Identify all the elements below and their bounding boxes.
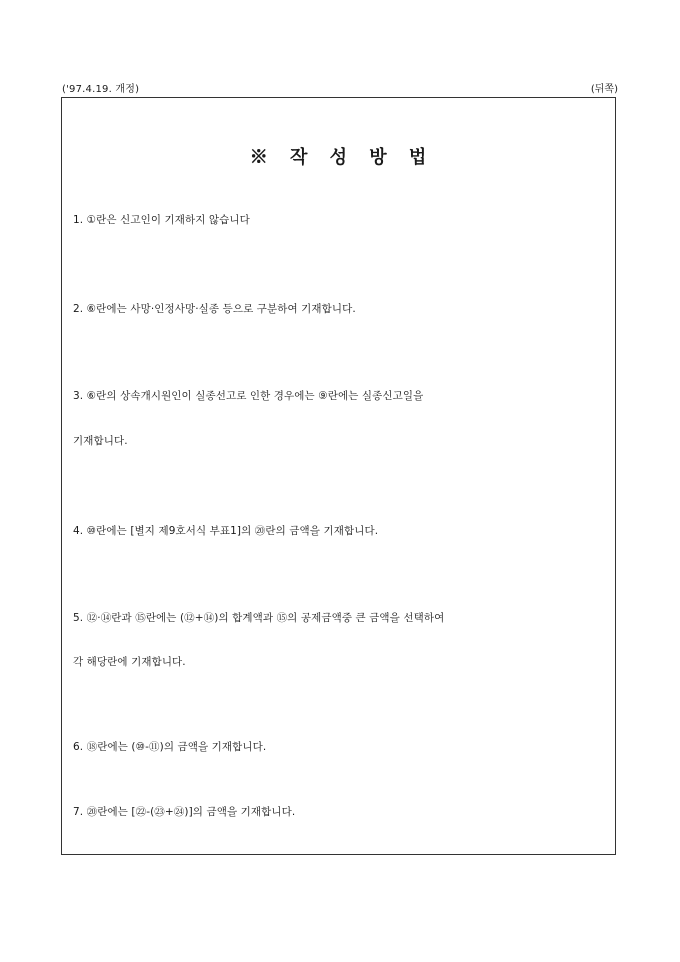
instruction-item-1: 1. ①란은 신고인이 기재하지 않습니다 — [73, 214, 250, 226]
instruction-item-5: 5. ⑫·⑭란과 ⑮란에는 (⑫+⑭)의 합계액과 ⑮의 공제금액중 큰 금액을 선택하여 — [73, 612, 445, 624]
document-title: ※ 작 성 방 법 — [249, 147, 428, 168]
instruction-item-5-continued: 각 해당란에 기재합니다. — [73, 656, 186, 668]
instruction-item-3-continued: 기재합니다. — [73, 435, 128, 447]
instruction-item-2: 2. ⑥란에는 사망·인정사망·실종 등으로 구분하여 기재합니다. — [73, 303, 356, 315]
revision-note: ('97.4.19. 개정) — [62, 84, 140, 95]
instruction-item-6: 6. ⑱란에는 (⑩-⑪)의 금액을 기재합니다. — [73, 741, 267, 753]
instruction-item-3: 3. ⑥란의 상속개시원인이 실종선고로 인한 경우에는 ⑨란에는 실종신고일을 — [73, 390, 424, 402]
instruction-item-7: 7. ⑳란에는 [㉒-(㉓+㉔)]의 금액을 기재합니다. — [73, 806, 296, 818]
page-side-label: (뒤쪽) — [590, 84, 618, 95]
instructions-box — [61, 97, 616, 855]
instruction-item-4: 4. ⑩란에는 [별지 제9호서식 부표1]의 ⑳란의 금액을 기재합니다. — [73, 525, 379, 537]
